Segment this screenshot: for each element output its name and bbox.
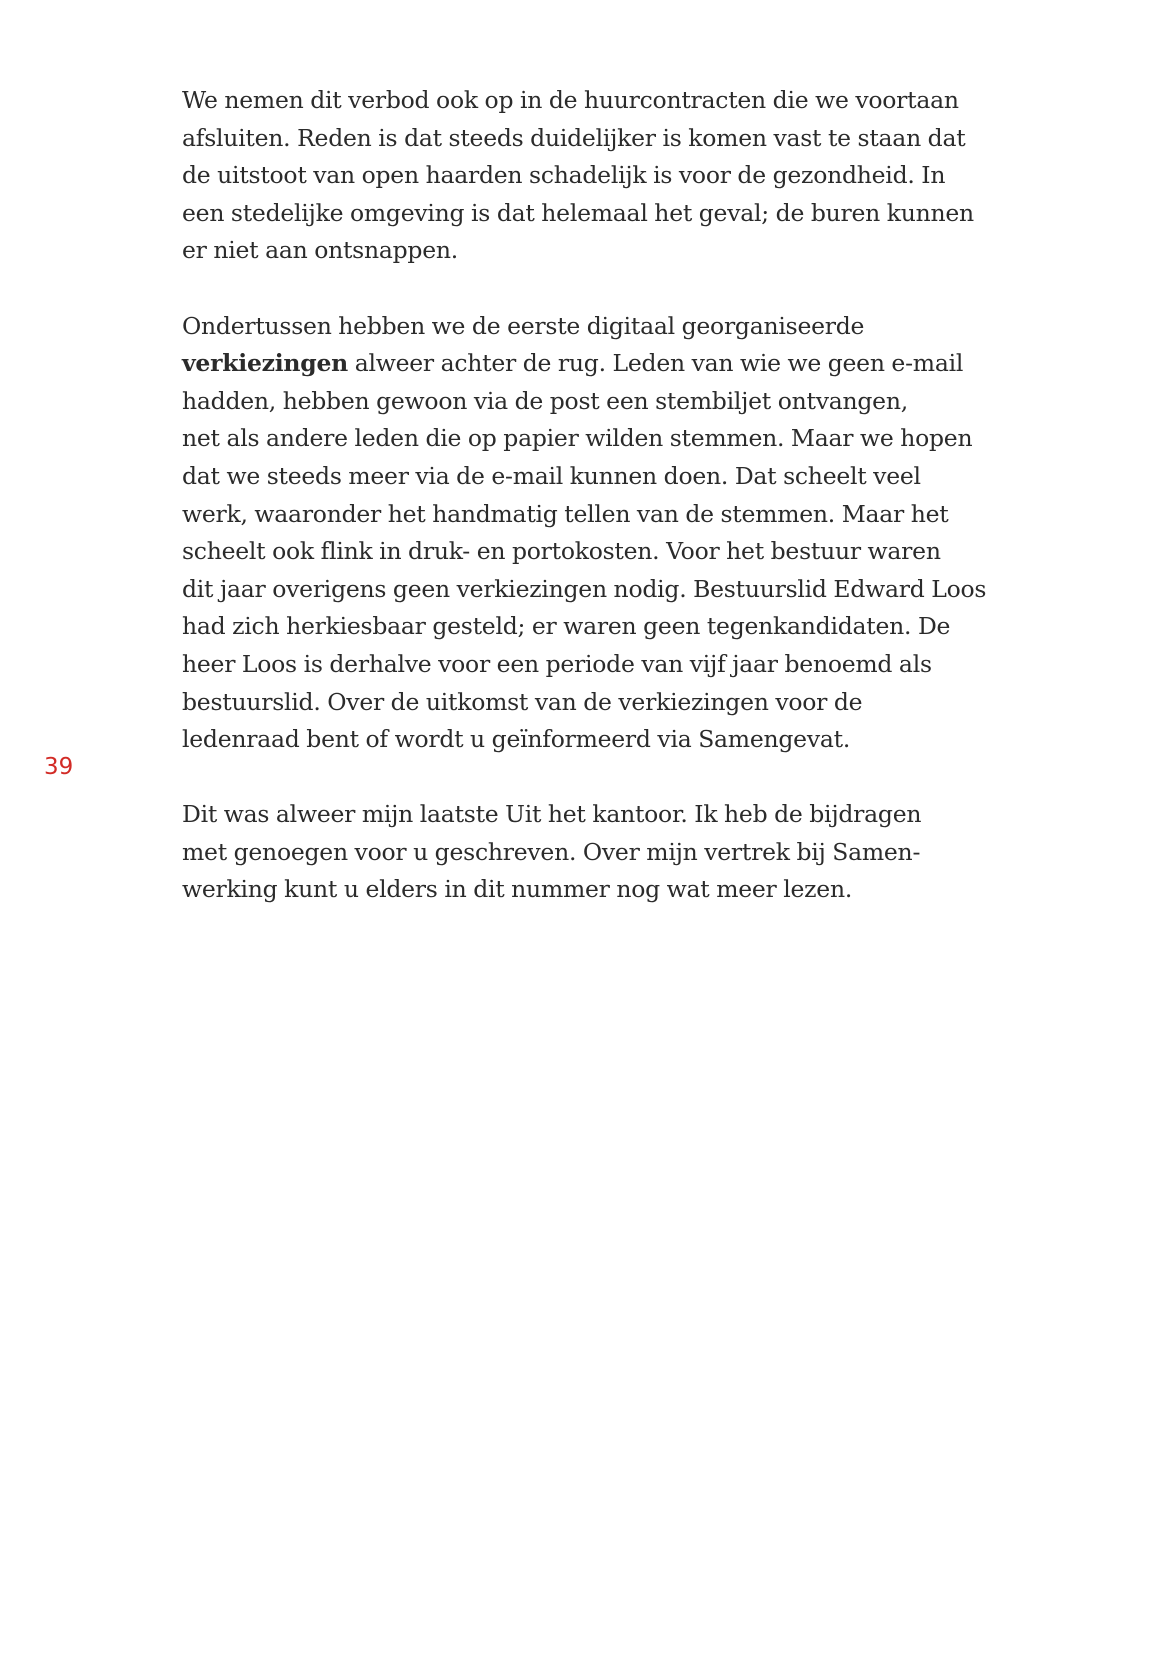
text-line: werk, waaronder het handmatig tellen van de stemmen. Maar het xyxy=(182,499,949,528)
text-line: hadden, hebben gewoon via de post een stembiljet ontvangen, xyxy=(182,386,908,415)
paragraph-1 xyxy=(182,82,1062,270)
text-line: net als andere leden die op papier wilden stemmen. Maar we hopen xyxy=(182,424,973,453)
text-line: bestuurslid. Over de uitkomst van de verkiezingen voor de xyxy=(182,687,863,716)
bold-term: verkiezingen xyxy=(182,349,348,378)
text-line: afsluiten. Reden is dat steeds duidelijker is komen vast te staan dat xyxy=(182,123,966,152)
text-line: de uitstoot van open haarden schadelijk is voor de gezondheid. In xyxy=(182,161,946,190)
text-line: Dit was alweer mijn laatste Uit het kantoor. Ik heb de bijdragen xyxy=(182,800,922,829)
text-line: heer Loos is derhalve voor een periode van vijf jaar benoemd als xyxy=(182,649,932,678)
text-line: had zich herkiesbaar gesteld; er waren geen tegenkandidaten. De xyxy=(182,612,951,641)
text-line: er niet aan ontsnappen. xyxy=(182,236,458,265)
paragraph-2 xyxy=(182,308,1062,759)
article-body xyxy=(182,82,1062,947)
text-line: ledenraad bent of wordt u geïnformeerd via Samengevat. xyxy=(182,725,851,754)
paragraph-3 xyxy=(182,796,1062,909)
page-number: 39 xyxy=(44,754,74,780)
text-line: met genoegen voor u geschreven. Over mijn vertrek bij Samen- xyxy=(182,837,921,866)
text-line: scheelt ook flink in druk- en portokosten. Voor het bestuur waren xyxy=(182,537,941,566)
text-line: dit jaar overigens geen verkiezingen nodig. Bestuurslid Edward Loos xyxy=(182,574,987,603)
text-line-with-bold xyxy=(182,345,1062,383)
text-line: werking kunt u elders in dit nummer nog wat meer lezen. xyxy=(182,875,853,904)
text-line: een stedelijke omgeving is dat helemaal het geval; de buren kunnen xyxy=(182,198,974,227)
text-fragment: alweer achter de rug. Leden van wie we geen e-mail xyxy=(354,349,964,378)
text-line: dat we steeds meer via de e-mail kunnen doen. Dat scheelt veel xyxy=(182,461,921,490)
text-line: We nemen dit verbod ook op in de huurcontracten die we voortaan xyxy=(182,86,959,114)
text-line: Ondertussen hebben we de eerste digitaal georganiseerde xyxy=(182,311,865,340)
